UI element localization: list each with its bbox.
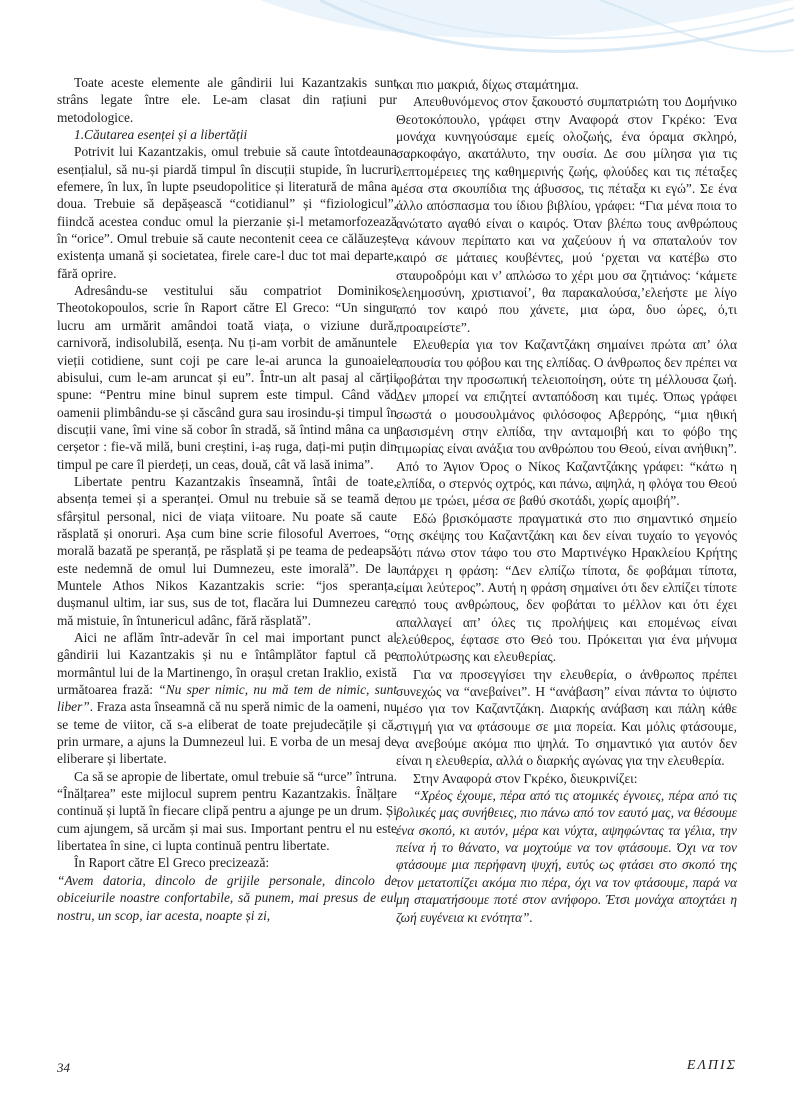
- paragraph-text: . Fraza asta înseamnă că nu speră nimic de la oameni, nu se teme de viitor, că s-a eliberat de toate prejudecățile și că, prin urmare, a ajuns la Dumnezeul lui. E vorba de un mesaj de eliberare și libertate.: [57, 699, 397, 767]
- paragraph-text: Aici ne aflăm într-adevăr în cel mai important punct al gândirii lui Kazantzakis și nu e întâmplător faptul că pe mormântul lui de la Martinengo, în orașul cretan Iraklio, există următoarea frază:: [57, 630, 397, 698]
- right-column: [396, 76, 737, 926]
- quote-paragraph: “Avem datoria, dincolo de grijile personale, dincolo de obiceiurile noastre confortabile, să punem, mai presus de eul nostru, un scop, iar acesta, noapte și zi,: [57, 872, 397, 923]
- paragraph: Ελευθερία για τον Καζαντζάκη σημαίνει πρώτα απ’ όλα απουσία του φόβου και της ελπίδας. Ο άνθρωπος δεν πρέπει να φοβάται την προσωπική τελειοποίηση, ούτε τη μέλλουσα ζωή. Δεν μπορεί να επιζητεί ανταπόδοση και τιμές. Όπως γράφει σωστά ο μουσουλμάνος φιλόσοφος Αβερρόης, “μια ηθική βασισμένη στην ελπίδα, την ανταμοιβή και το φόβο της τιμωρίας είναι ανάξια του ανθρώπου του Θεού, είναι ανήθικη”. Από το Άγιον Όρος ο Νίκος Καζαντζάκης γράφει: “κάτω η ελπίδα, ο στερνός οχτρός, και πάνω, αψηλά, η φλόγα του Θεού που με τρώει, μέσα σε βαθύ σκοτάδι, χωρίς αμοιβή”.: [396, 337, 737, 509]
- paragraph: Για να προσεγγίσει την ελευθερία, ο άνθρωπος πρέπει συνεχώς να “ανεβαίνει”. Η “ανάβαση” είναι πάντα το ύψιστο μέσο για τον Καζαντζάκη. Διαρκής ανάβαση και πάλη κάθε στιγμή για να φτάσουμε σε μια πορεία. Και μόλις φτάσουμε, να ανεβούμε ακόμα πιο ψηλά. Το σημαντικό για αυτόν δεν είναι η ελευθερία, αλλά ο διαρκής αγώνας για την ελευθερία.: [396, 666, 737, 769]
- paragraph: Toate aceste elemente ale gândirii lui Kazantzakis sunt strâns legate între ele. Le-am clasat din rațiuni pur metodologice.: [57, 75, 397, 125]
- epitaph-quote: “Nu sper nimic, nu mă tem de nimic, sunt liber”: [57, 682, 397, 715]
- magazine-title: ΕΛΠΙΣ: [686, 1058, 737, 1073]
- paragraph: În Raport către El Greco precizează:: [74, 855, 270, 871]
- page-number: 34: [57, 1060, 70, 1075]
- paragraph: Ca să se apropie de libertate, omul trebuie să “urce” întruna. “Înălțarea” este mijlocul suprem pentru Kazantzakis. Înălțare continuă și luptă în fiecare clipă pentru a ajunge pe un drum. Și cum ajungem, să urcăm și mai sus. Important pentru el nu este libertatea în sine, ci lupta continuă pentru libertate.: [57, 768, 397, 854]
- paragraph: Adresându-se vestitului său compatriot Dominikos Theotokopoulos, scrie în Raport către El Greco: “Un singur lucru am urmărit amândoi toată viața, o viziune dură, carnivoră, indisolubilă, esența. Nu ți-am vorbit de amănuntele vieții cotidiene, sunt coji pe care le-ai arunca la gunoaiele abisului, cum le-am aruncat și eu”. Într-un alt pasaj al cărții spune: “Pentru mine binul suprem este timpul. Când văd oamenii plimbându-se și căscând gura sau irosindu-și timpul în discuții vane, îmi vine să cobor în stradă, să întind mâna ca un cerșetor : fie-vă milă, buni creștini, i-aș ruga, dați-mi puțin din timpul pe care îl pierdeți, un ceas, două, cât vă lasă inima”.: [57, 283, 397, 472]
- section-heading: 1.Căutarea esenței și a libertății: [74, 127, 248, 143]
- paragraph: [57, 629, 397, 768]
- paragraph: και πιο μακριά, δίχως σταμάτημα.: [396, 77, 579, 92]
- left-column: [57, 74, 397, 924]
- quote-paragraph: “Χρέος έχουμε, πέρα από τις ατομικές έγνοιες, πέρα από τις βολικές μας συνήθειες, πιο πάνω από τον εαυτό μας, να θέσουμε ένα σκοπό, κι αυτόν, μέρα και νύχτα, αψηφώντας τα γέλια, την πείνα ή το θάνατο, να μοχτούμε να τον φτάσουμε. Όχι να τον φτάσουμε μια περήφανη ψυχή, ευτύς ως φτάσει στο σκοπό της τον μετατοπίζει ακόμα πιο πέρα, όχι να τον φτάσουμε, παρά να μη σταματήσουμε ποτέ στον ανήφορο. Έτσι μονάχα αποχτάει η ζωή ευγένεια κι ενότητα”.: [396, 788, 737, 925]
- paragraph: Στην Αναφορά στον Γκρέκο, διευκρινίζει:: [413, 770, 638, 786]
- paragraph: Potrivit lui Kazantzakis, omul trebuie să caute întotdeauna esențialul, să nu-și piardă timpul în discuții stupide, în lucruri efemere, în lux, în lupte pseudopolitice și literatură de mâna a doua. Trebuie să depășească “cotidianul” și “fiziologicul”, fiindcă acestea conduc omul la pierzanie și-l metamorfozează în “orice”. Omul trebuie să caute necontenit ceea ce călăuzește existența umană și societatea, firele care-l duc tot mai departe, fără oprire.: [57, 144, 397, 281]
- paragraph: Εδώ βρισκόμαστε πραγματικά στο πιο σημαντικό σημείο της σκέψης του Καζαντζάκη και δεν είναι τυχαίο το γεγονός ότι πάνω στον τάφο του στο Μαρτινέγκο Ηρακλείου Κρήτης υπάρχει η φράση: “Δεν ελπίζω τίποτα, δε φοβάμαι τίποτα, είμαι λεύτερος”. Αυτή η φράση σημαίνει ότι δεν ελπίζει τίποτε από τους ανθρώπους, δεν φοβάται το μέλλον και ότι έχει απαλλαγεί απ’ όλες τις προλήψεις και επομένως είναι ελεύθερος, έφτασε στο Θεό του. Πρόκειται για ένα μήνυμα απολύτρωσης και ελευθερίας.: [396, 510, 737, 665]
- paragraph: Libertate pentru Kazantzakis înseamnă, întâi de toate, absența temei și a speranței. Omul nu trebuie să se teamă de sfârșitul personal, nici de viața viitoare. Nu poate să caute răsplată și onoruri. Așa cum bine scrie filosoful Averroes, “o morală bazată pe speranță, pe răsplată și pe teama de pedeapsă este nedemnă de omul lui Dumnezeu, este imorală”. De la Muntele Athos Nikos Kazantzakis scrie: “jos speranța, dușmanul ultim, iar sus, sus de tot, flacăra lui Dumnezeu care mă mistuie, în întunericul adânc, fără răsplată”.: [57, 473, 397, 628]
- paragraph: Απευθυνόμενος στον ξακουστό συμπατριώτη του Δομήνικο Θεοτοκόπουλο, γράφει στην Αναφορά στον Γκρέκο: Ένα μονάχα κυνηγούσαμε εμείς ολοζωής, ένα όραμα σκληρό, σαρκοφάγο, ακατάλυτο, την ουσία. Δε σου μίλησα για τις λεπτομέρειες της καθημερινής ζωής, φλούδες και τις πέταξες μέσα στα σκουπίδια της άβυσσος, τις πέταξα κι εγώ”. Σε ένα άλλο απόσπασμα του ίδιου βιβλίου, γράφει: “Για μένα ποια το ανώτατο αγαθό είναι ο καιρός. Όταν βλέπω τους ανθρώπους να κάνουν περίπατο και να χαζεύουν ή να σπαταλούν τον καιρό σε μάταιες κουβέντες, μού ‘ρχεται να κατέβω στο σταυροδρόμι και ν’ απλώσω το χέρι μου σα ζητιάνος: ‘κάμετε ελεημοσύνη, χριστιανοί’, θα παρακαλούσα,’ελεήστε με λίγο από τον καιρό που χάνετε, μια ώρα, δυο ώρες, ό,τι προαιρείστε”.: [396, 94, 737, 335]
